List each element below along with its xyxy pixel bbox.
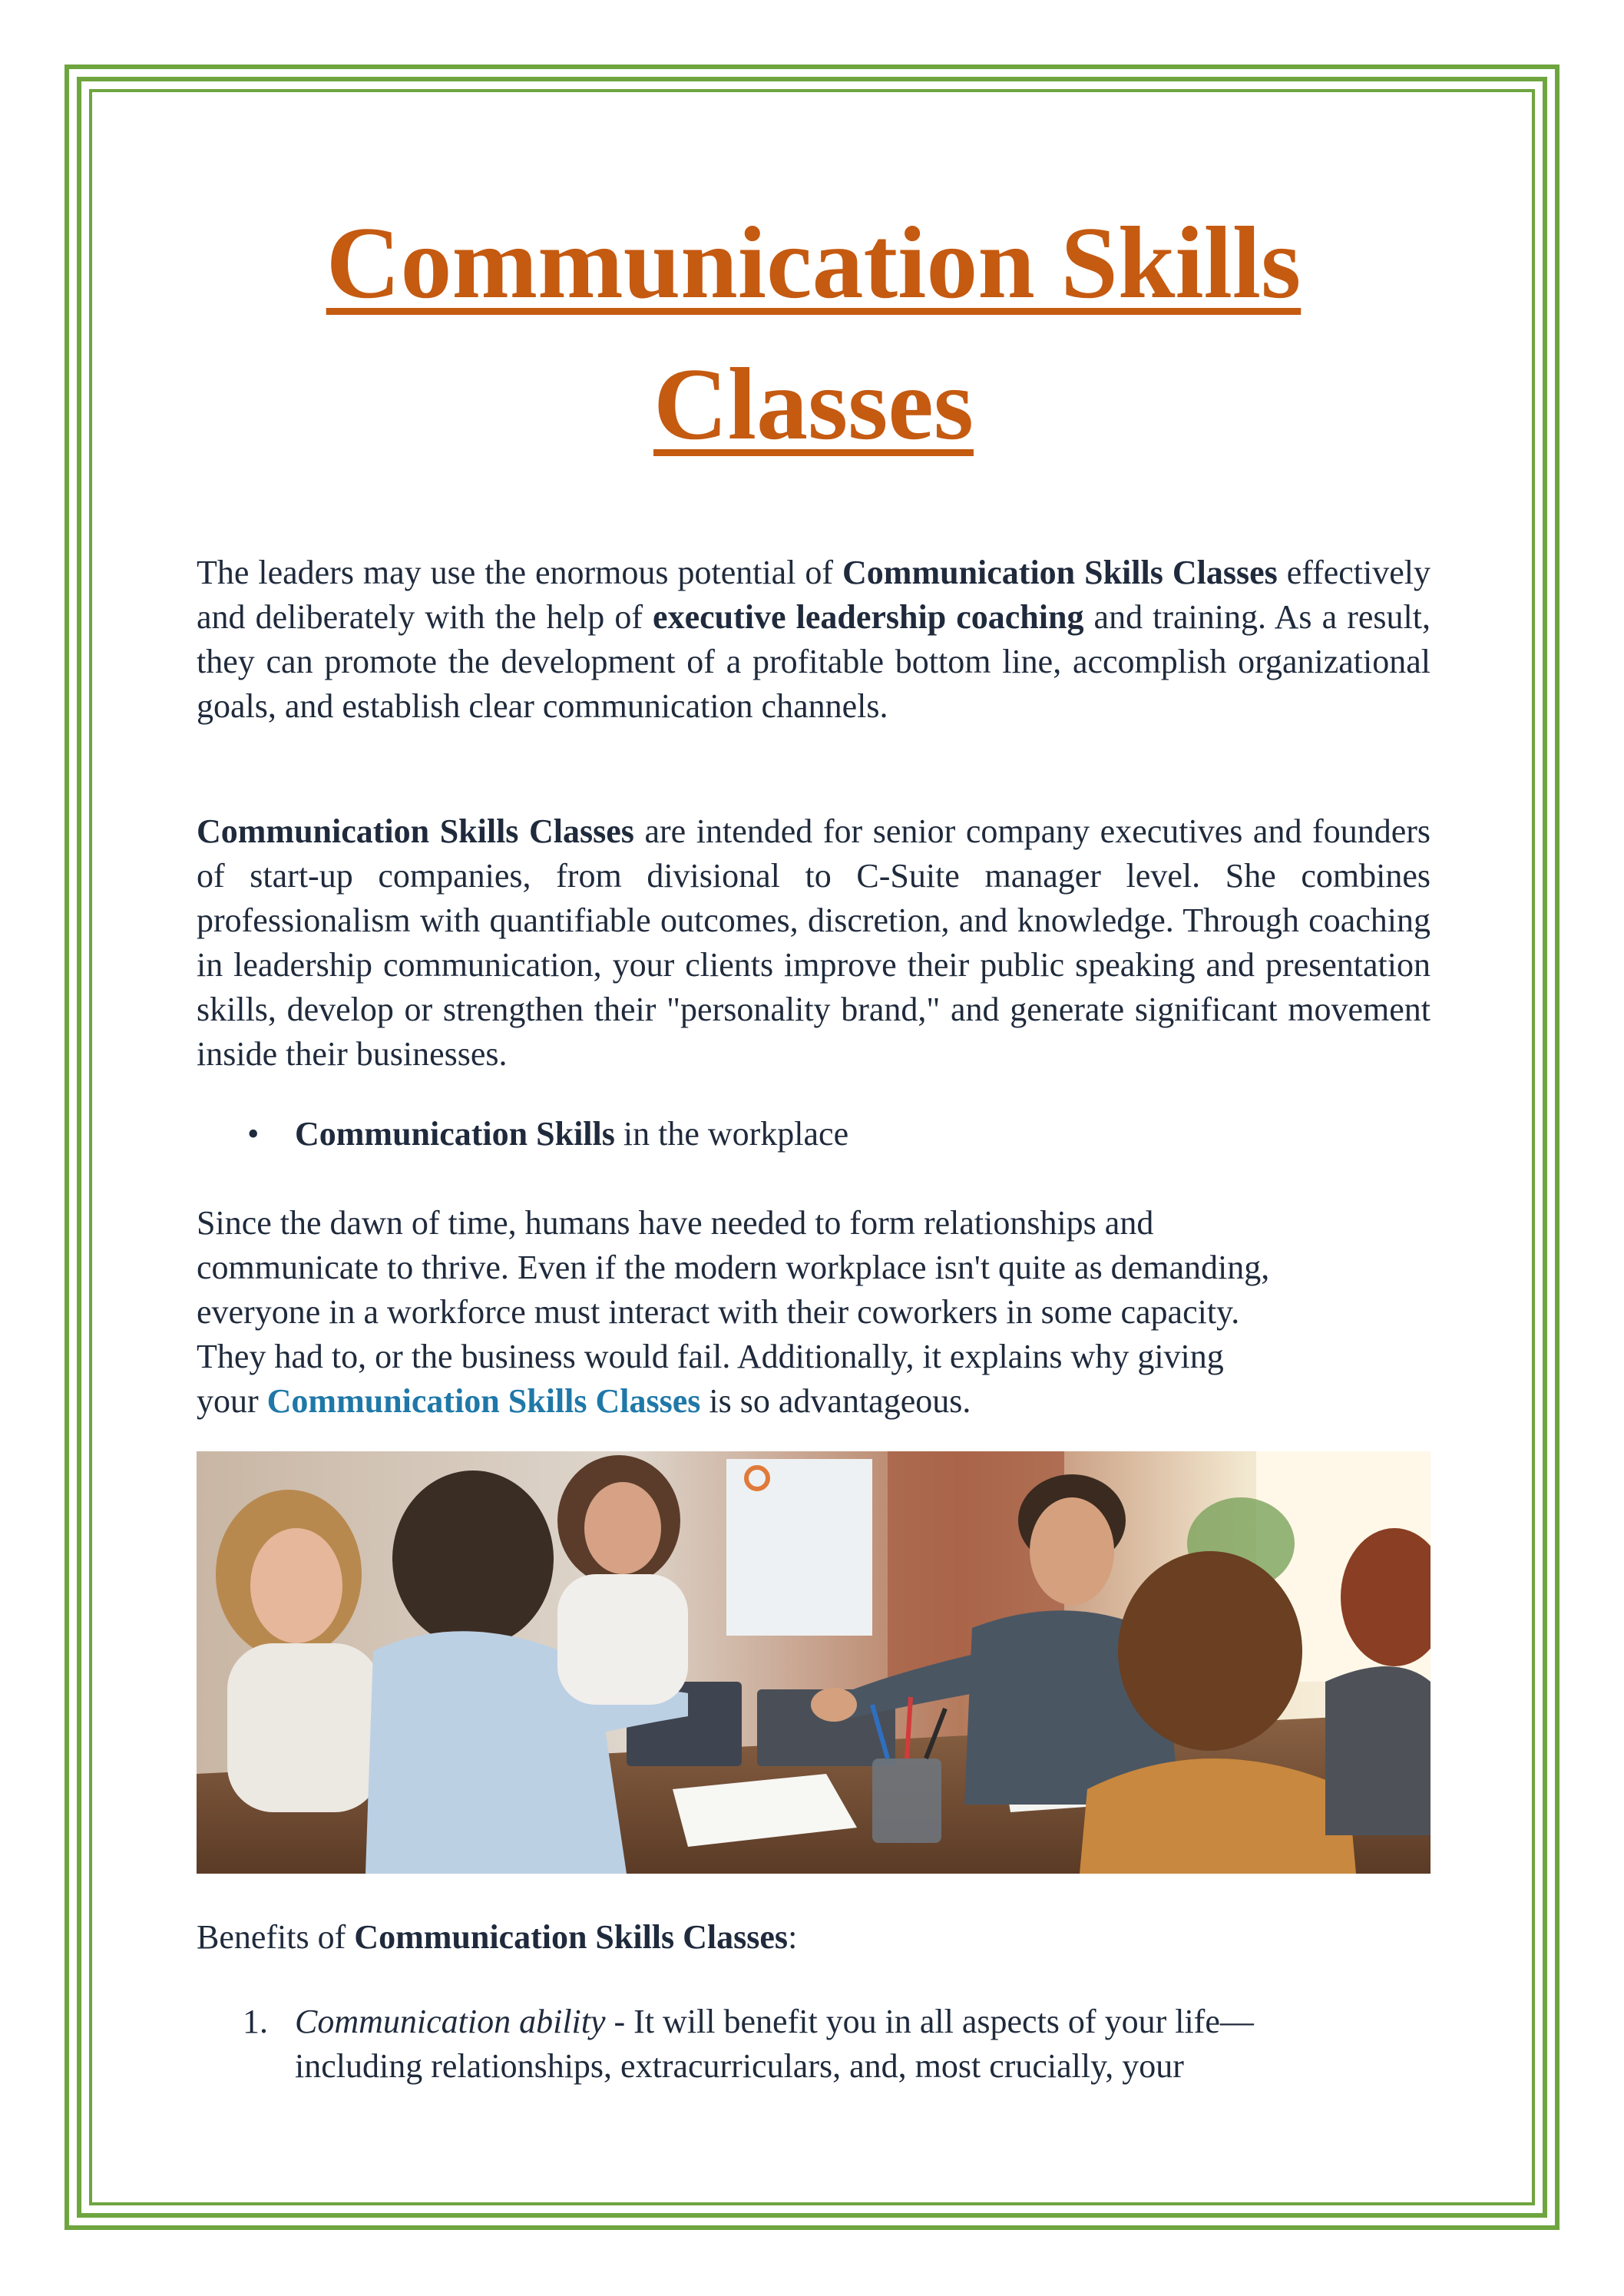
bold-term: Communication Skills Classes <box>354 1918 789 1956</box>
list-number: 1. <box>243 2003 268 2040</box>
audience-paragraph: Communication Skills Classes are intended for senior company executives and founders of start-up companies, from divisional to C-Suite manager level. She combines professionalism with quantifiable outcomes, discretion, and knowledge. Through coaching in leadership communication, your clients improve their public speaking and presentation skills, develop or strengthen their "personality brand," and generate significant movement inside their businesses. <box>197 812 1431 1073</box>
meeting-photo-illustration <box>197 1451 1431 1874</box>
bold-term: Communication Skills Classes <box>842 554 1278 591</box>
workplace-paragraph: Since the dawn of time, humans have needed to form relationships and communicate to thrive. Even if the modern workplace isn't quite as demanding, everyone in a workforce must interact with their coworkers in some capacity. They had to, or the business would fail. Additionally, it explains why giving your Communication Skills Classes is so advantageous. <box>197 1204 1270 1420</box>
bullet-text: Communication Skills in the workplace <box>295 1115 849 1153</box>
bold-term: Communication Skills Classes <box>197 812 634 850</box>
meeting-photo <box>197 1451 1431 1874</box>
list-term: Communication ability <box>295 2003 606 2040</box>
bullet-marker: • <box>247 1115 260 1153</box>
page-title: Communication Skills Classes <box>326 206 1302 461</box>
benefits-heading: Benefits of Communication Skills Classes: <box>197 1918 798 1956</box>
list-item-text: Communication ability - It will benefit you in all aspects of your life— including relationships, extracurriculars, and, most crucially, your <box>295 2003 1254 2085</box>
communication-skills-link[interactable]: Communication Skills Classes <box>266 1382 701 1420</box>
intro-paragraph: The leaders may use the enormous potential of Communication Skills Classes effectively and deliberately with the help of executive leadership coaching and training. As a result, they can promote the development of a profitable bottom line, accomplish organizational goals, and establish clear communication channels. <box>197 554 1431 725</box>
bold-term: executive leadership coaching <box>653 598 1084 636</box>
